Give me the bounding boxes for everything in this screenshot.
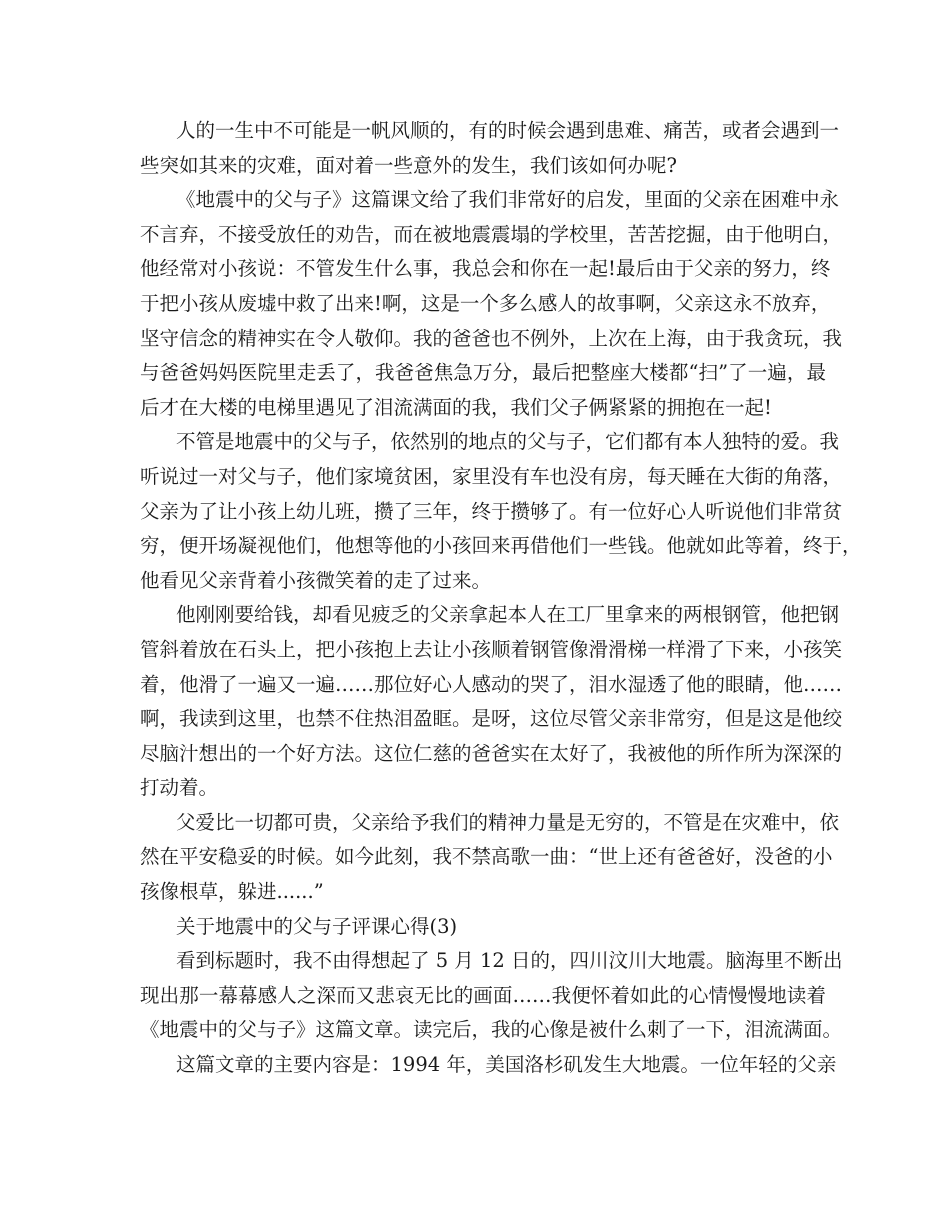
text-line: 孩像根草，躲进......” bbox=[140, 880, 324, 904]
text-line: 他刚刚要给钱，却看见疲乏的父亲拿起本人在工厂里拿来的两根钢管，他把钢 bbox=[176, 603, 840, 627]
text-line: 与爸爸妈妈医院里走丢了，我爸爸焦急万分，最后把整座大楼都“扫”了一遍，最 bbox=[140, 361, 826, 385]
text-line: 父爱比一切都可贵，父亲给予我们的精神力量是无穷的，不管是在灾难中，依 bbox=[176, 810, 840, 834]
text-line: 父亲为了让小孩上幼儿班，攒了三年，终于攒够了。有一位好心人听说他们非常贫 bbox=[140, 499, 843, 523]
text-line: 他经常对小孩说：不管发生什么事，我总会和你在一起!最后由于父亲的努力，终 bbox=[140, 257, 831, 281]
text-line: 坚守信念的精神实在令人敬仰。我的爸爸也不例外，上次在上海，由于我贪玩，我 bbox=[140, 326, 843, 350]
section-heading-text: 关于地震中的父与子评课心得(3) bbox=[176, 914, 458, 938]
text-line: 尽脑汁想出的一个好方法。这位仁慈的爸爸实在太好了，我被他的所作所为深深的 bbox=[140, 741, 843, 765]
text-line: 些突如其来的灾难，面对着一些意外的发生，我们该如何办呢? bbox=[140, 153, 677, 177]
text-line: 现出那一幕幕感人之深而又悲哀无比的画面……我便怀着如此的心情慢慢地读着 bbox=[140, 983, 826, 1007]
text-line: 不言弃，不接受放任的劝告，而在被地震震塌的学校里，苦苦挖掘，由于他明白， bbox=[140, 222, 843, 246]
paragraph-2 bbox=[140, 183, 843, 425]
section-heading bbox=[140, 910, 826, 945]
text-line: 这篇文章的主要内容是：1994 年，美国洛杉矶发生大地震。一位年轻的父亲 bbox=[176, 1053, 837, 1077]
text-line: 打动着。 bbox=[140, 776, 219, 800]
paragraph-7 bbox=[140, 1048, 837, 1083]
text-line: 啊，我读到这里，也禁不住热泪盈眶。是呀，这位尽管父亲非常穷，但是这是他绞 bbox=[140, 707, 843, 731]
text-line: 穷，便开场凝视他们，他想等他的小孩回来再借他们一些钱。他就如此等着，终于， bbox=[140, 534, 862, 558]
paragraph-6 bbox=[140, 944, 843, 1048]
text-line: 《地震中的父与子》这篇课文给了我们非常好的启发，里面的父亲在困难中永 bbox=[176, 188, 840, 212]
paragraph-1 bbox=[140, 114, 840, 183]
text-line: 然在平安稳妥的时候。如今此刻，我不禁高歌一曲：“世上还有爸爸好，没爸的小 bbox=[140, 845, 833, 869]
text-line: 听说过一对父与子，他们家境贫困，家里没有车也没有房，每天睡在大街的角落， bbox=[140, 464, 843, 488]
text-line: 管斜着放在石头上，把小孩抱上去让小孩顺着钢管像滑滑梯一样滑了下来，小孩笑 bbox=[140, 637, 843, 661]
text-line: 《地震中的父与子》这篇文章。读完后，我的心像是被什么刺了一下，泪流满面。 bbox=[140, 1018, 843, 1042]
paragraph-3 bbox=[140, 425, 862, 598]
text-line: 后才在大楼的电梯里遇见了泪流满面的我，我们父子俩紧紧的拥抱在一起! bbox=[140, 395, 772, 419]
text-line: 于把小孩从废墟中救了出来!啊，这是一个多么感人的故事啊，父亲这永不放弃， bbox=[140, 291, 831, 315]
paragraph-5 bbox=[140, 806, 840, 910]
text-line: 看到标题时，我不由得想起了 5 月 12 日的，四川汶川大地震。脑海里不断出 bbox=[176, 949, 843, 973]
text-line: 人的一生中不可能是一帆风顺的，有的时候会遇到患难、痛苦，或者会遇到一 bbox=[176, 119, 840, 142]
text-line: 着，他滑了一遍又一遍……那位好心人感动的哭了，泪水湿透了他的眼睛，他…… bbox=[140, 672, 843, 696]
paragraph-4 bbox=[140, 598, 843, 806]
text-line: 不管是地震中的父与子，依然别的地点的父与子，它们都有本人独特的爱。我 bbox=[176, 430, 840, 454]
document-body bbox=[140, 114, 862, 1083]
text-line: 他看见父亲背着小孩微笑着的走了过来。 bbox=[140, 568, 492, 592]
